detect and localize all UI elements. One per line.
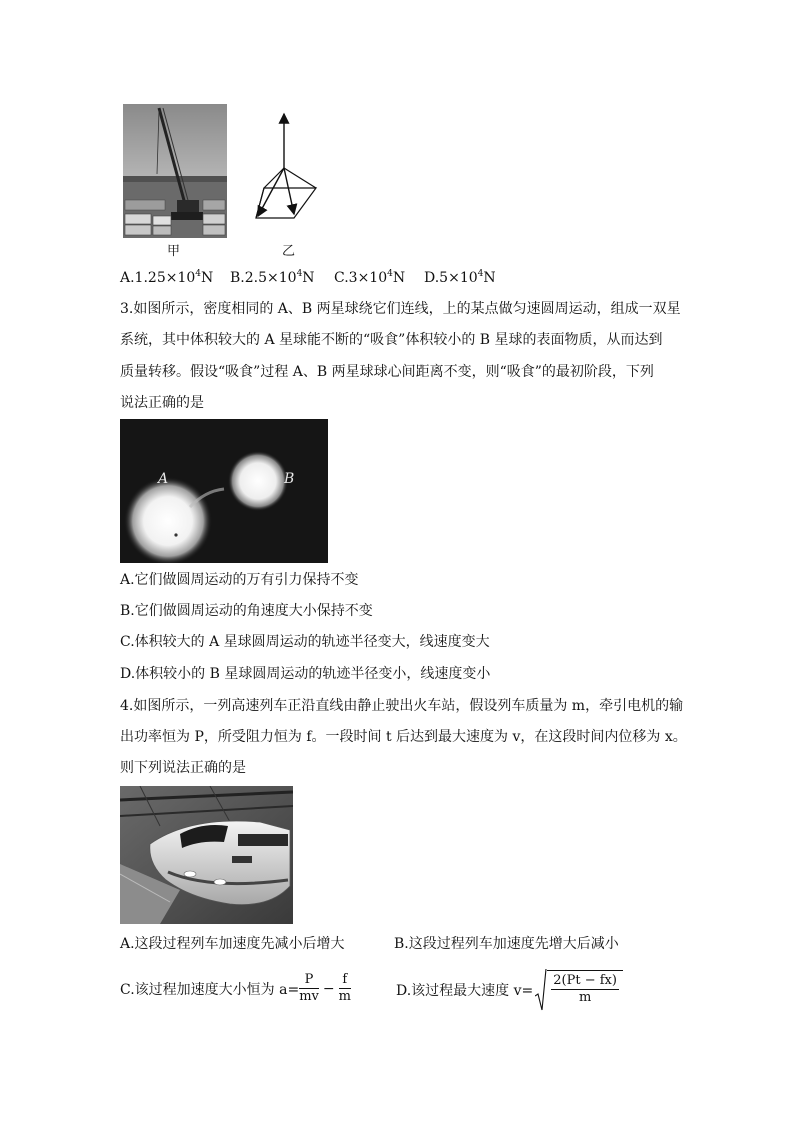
q4-stem-line-3: 则下列说法正确的是 <box>120 760 246 776</box>
star-label-a: A <box>158 471 169 487</box>
binary-star-photo <box>120 419 328 563</box>
fraction-p-over-mv: $\frac{P}{mv}$ <box>299 972 319 1004</box>
q4-option-b: B.这段过程列车加速度先增大后减小 <box>394 936 619 952</box>
q2-option-b: $B.2.5\times 10^4N$ <box>230 269 315 286</box>
figure-label-jia: 甲 <box>167 244 181 259</box>
q3-stem-line-1: 3.如图所示，密度相同的 A、B 两星球绕它们连线，上的某点做匀速圆周运动，组成一双星 <box>120 301 681 317</box>
force-diagram <box>250 110 326 240</box>
q2-option-a: $A.1.25\times 10^4N$ <box>120 269 214 286</box>
train-photo <box>120 786 293 924</box>
star-label-b: B <box>284 471 295 487</box>
q3-option-d: D.体积较小的 B 星球圆周运动的轨迹半径变小，线速度变小 <box>120 666 491 682</box>
q3-stem-line-4: 说法正确的是 <box>120 395 204 411</box>
q4-stem-line-2: 出功率恒为 P，所受阻力恒为 f。一段时间 t 后达到最大速度为 v，在这段时间内位移为 x。 <box>120 729 687 745</box>
q4-option-d-prefix: D.该过程最大速度 v= <box>396 983 534 999</box>
q3-option-b: B.它们做圆周运动的角速度大小保持不变 <box>120 603 373 619</box>
q4-option-c-prefix: C.该过程加速度大小恒为 a= <box>120 981 300 998</box>
q2-option-c: $C.3\times 10^4N$ <box>334 269 406 286</box>
fraction-f-over-m: $\frac{f}{m}$ <box>338 972 351 1004</box>
fraction-2pt-fx-over-m: $\frac{2(Pt - fx)}{m}$ <box>553 973 617 1005</box>
q4-option-c <box>120 972 351 1005</box>
q4-option-a: A.这段过程列车加速度先减小后增大 <box>120 936 345 952</box>
q2-option-d: $D.5\times 10^4N$ <box>424 269 496 286</box>
sqrt-radicand <box>547 970 623 1006</box>
q3-stem-line-3: 质量转移。假设“吸食”过程 A、B 两星球球心间距离不变，则“吸食”的最初阶段，下列 <box>120 364 654 380</box>
q3-stem-line-2: 系统，其中体积较大的 A 星球能不断的“吸食”体积较小的 B 星球的表面物质，从而达到 <box>120 332 663 348</box>
sqrt-sign-icon <box>535 968 547 1012</box>
q3-option-c: C.体积较大的 A 星球圆周运动的轨迹半径变大，线速度变大 <box>120 634 490 650</box>
q4-option-d <box>396 968 623 1012</box>
q3-option-a: A.它们做圆周运动的万有引力保持不变 <box>120 572 359 588</box>
crane-photo <box>123 104 227 238</box>
q4-stem-line-1: 4.如图所示，一列高速列车正沿直线由静止驶出火车站，假设列车质量为 m，牵引电机的输 <box>120 698 684 714</box>
figure-label-yi: 乙 <box>282 244 296 259</box>
minus-sign: − <box>322 980 335 997</box>
